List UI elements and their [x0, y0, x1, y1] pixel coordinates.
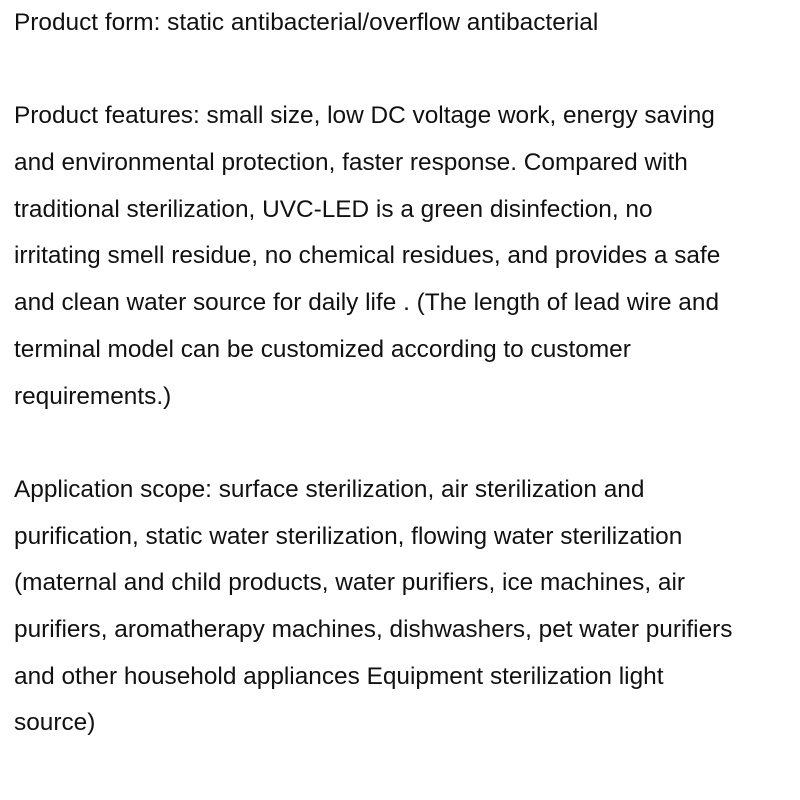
text-line: and clean water source for daily life . (The length of lead wire and: [14, 289, 720, 317]
document-body: [14, 0, 800, 747]
text-line: purification, static water sterilization, flowing water sterilization: [14, 522, 683, 550]
product-form-paragraph: [14, 0, 800, 47]
text-line: terminal model can be customized according to customer: [14, 335, 631, 363]
application-scope-paragraph: [14, 467, 800, 747]
text-line: Product form: static antibacterial/overflow antibacterial: [14, 9, 599, 36]
product-features-paragraph: [14, 93, 800, 420]
text-line: purifiers, aromatherapy machines, dishwashers, pet water purifiers: [14, 615, 733, 643]
text-line: Application scope: surface sterilization, air sterilization and: [14, 475, 645, 503]
text-line: traditional sterilization, UVC-LED is a green disinfection, no: [14, 195, 653, 223]
text-line: (maternal and child products, water purifiers, ice machines, air: [14, 569, 686, 597]
text-line: Product features: small size, low DC voltage work, energy saving: [14, 102, 715, 130]
paragraph-spacer: [14, 47, 800, 94]
paragraph-spacer: [14, 420, 800, 467]
text-line: and environmental protection, faster response. Compared with: [14, 149, 688, 177]
text-line: requirements.): [14, 382, 172, 410]
text-line: and other household appliances Equipment sterilization light: [14, 662, 664, 690]
text-line: irritating smell residue, no chemical residues, and provides a safe: [14, 242, 721, 270]
text-line: source): [14, 709, 96, 737]
